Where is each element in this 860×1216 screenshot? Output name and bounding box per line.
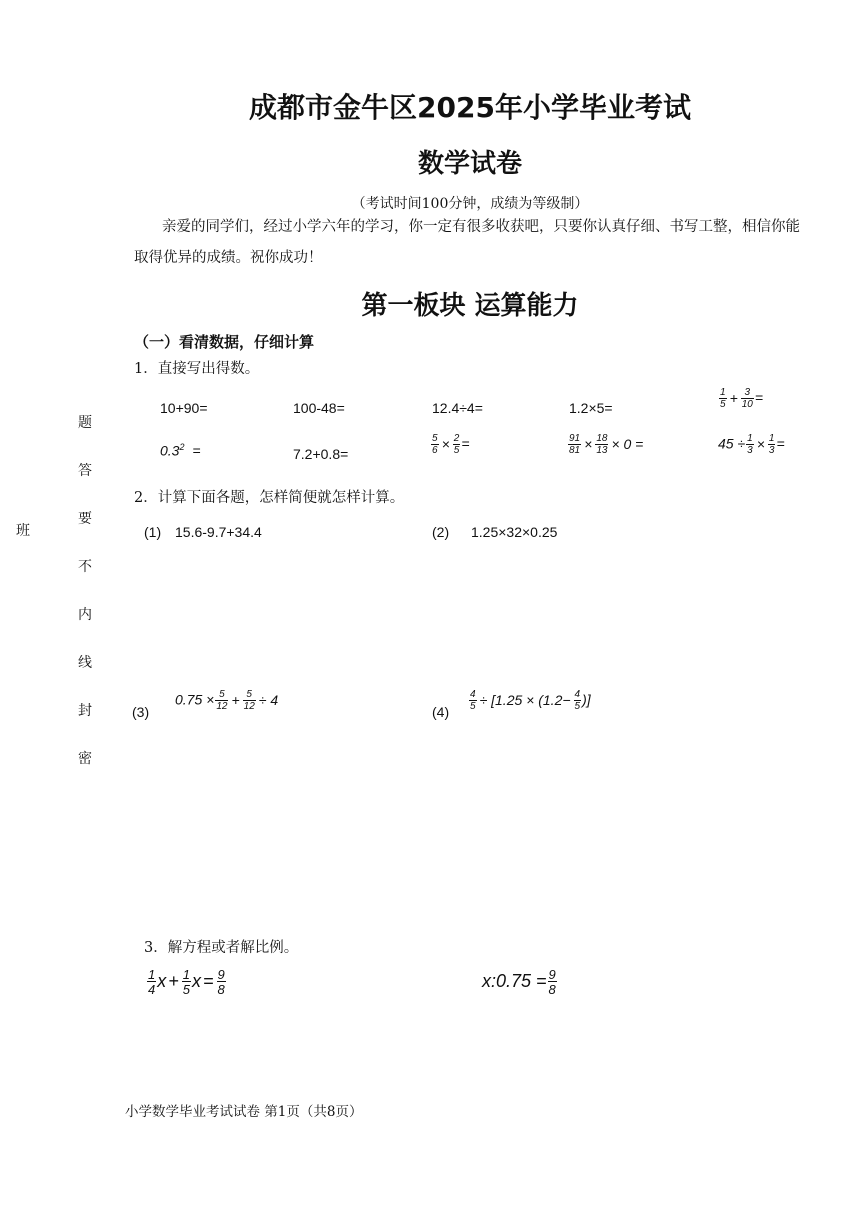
exam-info: （考试时间100分钟，成绩为等级制） bbox=[351, 196, 589, 212]
oral-item: 1.2×5= bbox=[569, 400, 613, 416]
calc-item-expression: 15.6-9.7+34.4 bbox=[175, 524, 262, 540]
equation-1: $\frac{1}{4}$ x + $\frac{1}{5}$ x = $\frac{9}{8}$ bbox=[148, 967, 225, 997]
calc-item-label: (3) bbox=[132, 704, 150, 720]
oral-item: 7.2+0.8= bbox=[293, 446, 349, 462]
calc-item-expression: 0.75 × $\frac{5}{12}$ + $\frac{5}{12}$ ÷ 4 bbox=[175, 689, 279, 712]
question-3-prompt: 3．解方程或者解比例。 bbox=[144, 940, 299, 956]
calc-item-label: (2) bbox=[432, 524, 450, 540]
calc-item-expression: $\frac{4}{5}$ ÷ [1.25 × (1.2− $\frac{4}{5}$ )] bbox=[470, 689, 591, 712]
oral-item-fraction-sum: $\frac{1}{5}$ + $\frac{3}{10}$ = bbox=[720, 387, 764, 410]
oral-item: 100-48= bbox=[293, 400, 345, 416]
page-footer: 小学数学毕业考试试卷 第1页（共8页） bbox=[125, 1104, 363, 1120]
oral-item-fraction-zero: $\frac{91}{81}$ × $\frac{18}{13}$ × 0 = bbox=[569, 433, 644, 456]
section-title: 第一板块 运算能力 bbox=[361, 291, 579, 321]
intro-paragraph: 亲爱的同学们，经过小学六年的学习，你一定有很多收获吧，只要你认真仔细、书写工整，相信你能取得优异的成绩。祝你成功！ bbox=[134, 219, 800, 266]
oral-item: 10+90= bbox=[160, 400, 208, 416]
oral-item: 12.4÷4= bbox=[432, 400, 483, 416]
oral-item-square: $0.3^2$ = bbox=[160, 442, 201, 459]
class-label: 班 bbox=[16, 523, 30, 539]
calc-item-expression: 1.25×32×0.25 bbox=[471, 524, 558, 540]
question-1-prompt: 1．直接写出得数。 bbox=[134, 361, 260, 377]
binding-margin-text: 题 答 要 不 内 线 封 密 bbox=[78, 415, 92, 767]
calc-item-label: (4) bbox=[432, 704, 450, 720]
exam-title: 成都市金牛区2025年小学毕业考试 bbox=[249, 91, 691, 124]
oral-item-fraction-product: $\frac{5}{6}$ × $\frac{2}{5}$ = bbox=[432, 433, 470, 456]
exam-subtitle: 数学试卷 bbox=[417, 149, 522, 179]
question-2-prompt: 2．计算下面各题，怎样简便就怎样计算。 bbox=[134, 490, 405, 506]
oral-item-mixed: 45 ÷ $\frac{1}{3}$ × $\frac{1}{3}$ = bbox=[718, 433, 785, 456]
calc-item-label: (1) bbox=[144, 524, 162, 540]
proportion-1: x:0.75 = $\frac{9}{8}$ bbox=[482, 967, 556, 997]
section-subheading: （一）看清数据，仔细计算 bbox=[134, 333, 315, 351]
